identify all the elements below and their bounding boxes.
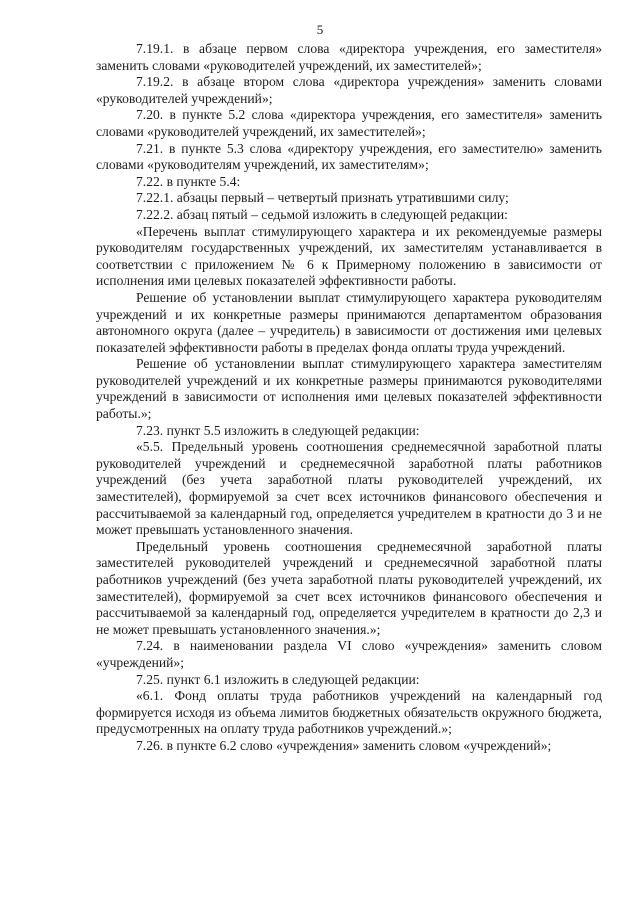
paragraph-7-19-1: 7.19.1. в абзаце первом слова «директора учреждения, его заместителя» заменить словами «руководителей учреждений, их заместителей»; (96, 41, 602, 73)
paragraph-7-24: 7.24. в наименовании раздела VI слово «учреждения» заменить словом «учреждений»; (96, 638, 602, 670)
paragraph-7-25: 7.25. пункт 6.1 изложить в следующей редакции: (136, 671, 420, 687)
paragraph-7-26: 7.26. в пункте 6.2 слово «учреждения» заменить словом «учреждений»; (136, 737, 552, 753)
page-number: 5 (316, 22, 324, 37)
paragraph-7-20: 7.20. в пункте 5.2 слова «директора учреждения, его заместителя» заменить словами «руководителей учреждений, их заместителей»; (96, 107, 602, 139)
paragraph-7-19-2: 7.19.2. в абзаце втором слова «директора учреждения» заменить словами «руководителей учреждений»; (96, 74, 602, 106)
quoted-paragraph-heads-decision: Решение об установлении выплат стимулирующего характера руководителям учреждений и их конкретные размеры принимаются департаментом образования автономного округа (далее – учредитель) в зависимости от достижения ими целевых показателей эффективности работы в пределах фонда оплаты труда учреждений. (96, 289, 602, 355)
quoted-paragraph-6-1: «6.1. Фонд оплаты труда работников учреждений на календарный год формируется исходя из объема лимитов бюджетных обязательств окружного бюджета, предусмотренных на оплату труда работников учреждений.»; (96, 688, 602, 737)
paragraph-7-22-2: 7.22.2. абзац пятый – седьмой изложить в следующей редакции: (136, 206, 508, 222)
document-body (96, 41, 602, 755)
paragraph-7-23: 7.23. пункт 5.5 изложить в следующей редакции: (136, 422, 420, 438)
paragraph-7-22: 7.22. в пункте 5.4: (136, 173, 241, 189)
quoted-paragraph-5-5: «5.5. Предельный уровень соотношения среднемесячной заработной платы руководителей учреждений и среднемесячной заработной платы работников учреждений (без учета заработной платы руководителей учреждений, их заместителей), формируемой за счет всех источников финансового обеспечения и рассчитываемой за календарный год, определяется учредителем в кратности до 3 и не может превышать установленного значения. (96, 439, 602, 538)
quoted-paragraph-incentive-list: «Перечень выплат стимулирующего характера и их рекомендуемые размеры руководителям государственных учреждений, их заместителям устанавливается в соответствии с приложением № 6 к Примерному положению в зависимости от исполнения ими целевых показателей эффективности работы. (96, 223, 602, 289)
quoted-paragraph-deputies-ratio: Предельный уровень соотношения среднемесячной заработной платы заместителей руководителей учреждений и среднемесячной заработной платы работников учреждений (без учета заработной платы руководителей учреждений, их заместителей), формируемой за счет всех источников финансового обеспечения и рассчитываемой за календарный год, определяется учредителем в кратности до 2,3 и не может превышать установленного значения.»; (96, 538, 602, 637)
paragraph-7-21: 7.21. в пункте 5.3 слова «директору учреждения, его заместителю» заменить словами «руководителям учреждений, их заместителям»; (96, 140, 602, 173)
paragraph-7-22-1: 7.22.1. абзацы первый – четвертый признать утратившими силу; (136, 190, 509, 206)
quoted-paragraph-deputies-decision: Решение об установлении выплат стимулирующего характера заместителям руководителей учреждений и их конкретные размеры принимаются руководителями учреждений в зависимости от исполнения ими целевых показателей эффективности работы.»; (96, 356, 602, 422)
